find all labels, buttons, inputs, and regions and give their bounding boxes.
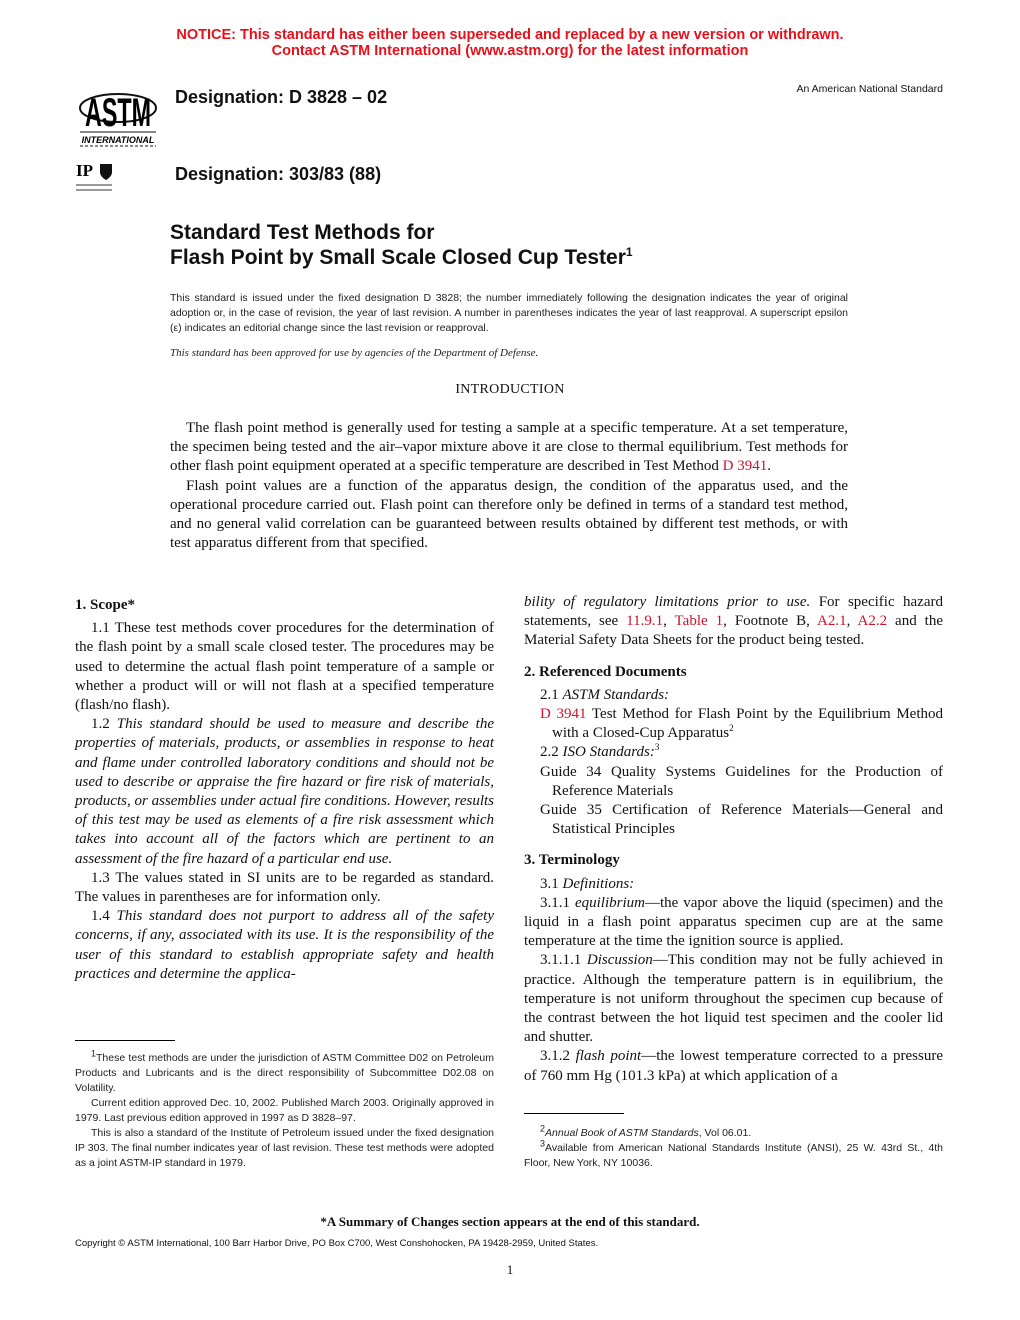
text-run: Guide 35 Certification of Reference Materials—General and Statistical Principles [540,802,943,838]
body-paragraph [75,907,494,984]
svg-text:INTERNATIONAL: INTERNATIONAL [81,135,155,145]
body-paragraph [524,801,943,839]
body-paragraph [524,1047,943,1085]
text-run: 3.1 [540,875,563,892]
intro-paragraph [170,419,848,477]
summary-note: *A Summary of Changes section appears at the end of this standard. [320,1214,700,1229]
body-paragraph [524,686,943,705]
text-run: flash point [575,1048,642,1065]
reference-link[interactable]: Table 1 [674,613,724,630]
footnote [75,1048,494,1096]
footnote-ref[interactable]: 3 [540,1138,546,1149]
svg-text:IP: IP [76,161,93,180]
preamble: This standard is issued under the fixed designation D 3828; the number immediately following the designation indicates the year of original adoption or, in the case of revision, the year of last revision. A number in parentheses indicates the year of last reapproval. A superscript epsilon (ε) indicates an editorial change since the last revision or reapproval. [170,292,848,334]
body-paragraph [75,619,494,715]
footnotes-left [75,1048,494,1171]
left-column [75,592,494,984]
text-run: —This condition may not be fully achieved in practice. Although the temperature pattern is in equilibrium, the temperature is not uniform throughout the specimen cup because of the contrast between the hot liquid test specimen and the cooler lid and shutter. [524,952,943,1046]
page-number: 1 [506,1262,514,1277]
text-run: Definitions: [562,875,635,892]
title-footnote-ref[interactable]: 1 [625,245,633,259]
text-run: 2.2 [540,744,563,761]
footnote-ref[interactable]: 1 [91,1048,97,1059]
footnote-ref[interactable]: 2 [540,1123,546,1134]
text-run: 3.1.2 [540,1048,576,1065]
footnote [524,1138,943,1171]
dod-note: This standard has been approved for use by agencies of the Department of Defense. [170,347,539,359]
document-title [170,220,633,270]
body-paragraph [524,593,943,651]
text-run: 1.3 The values stated in SI units are to be regarded as standard. The values in parentheses are for information only. [75,869,494,906]
text-run: and the Material Safety Data Sheets for the product being tested. [524,613,943,649]
body-paragraph [524,894,943,952]
text-run: Test Method for Flash Point by the Equilibrium Method with a Closed-Cup Apparatus [552,706,943,742]
body-paragraph [524,743,943,762]
text-run: 1.1 These test methods cover procedures for the determination of the flash point by a small scale closed tester. The procedures may be used to determine the actual flash point temperature of a sample or whether a product will or will not flash at a specified temperature (flash/no flash). [75,620,494,714]
text-run: , [663,613,675,630]
designation-astm: Designation: D 3828 – 02 [175,87,388,107]
body-paragraph [524,705,943,743]
text-run: The flash point method is generally used for testing a sample at a specific temperature. At a set temperature, the specimen being tested and the air–vapor mixture above it are close to thermal equilibrium. Test methods for other flash point equipment operated at a specific temperature are described in Test Method [170,420,848,475]
footnote [75,1126,494,1171]
intro-paragraph [170,477,848,554]
designation-ip: Designation: 303/83 (88) [175,164,382,184]
text-run: These test methods are under the jurisdiction of ASTM Committee D02 on Petroleum Products and Lubricants and is the direct responsibility of Subcommittee D02.08 on Volatility. [75,1052,494,1094]
ans-label: An American National Standard [796,83,943,95]
text-run: . [767,458,771,475]
body-paragraph [524,763,943,801]
reference-link[interactable]: A2.1 [817,613,847,630]
supersede-notice [0,27,1020,59]
copyright: Copyright © ASTM International, 100 Barr Harbor Drive, PO Box C700, West Conshohocken, PA 19428-2959, United States. [75,1238,599,1249]
section-heading: 2. Referenced Documents [524,663,687,680]
text-run: This is also a standard of the Institute of Petroleum issued under the fixed designation IP 303. The final number indicates year of last revision. These test methods were adopted as a joint ASTM-IP standard in 1979. [75,1127,494,1169]
svg-text:ASTM: ASTM [85,91,151,135]
text-run: 3.1.1 [540,894,575,911]
text-run: —the lowest temperature corrected to a pressure of 760 mm Hg (101.3 kPa) at which application of a [524,1048,943,1084]
ip-logo [76,160,116,194]
notice-line-1: NOTICE: This standard has either been superseded and replaced by a new version or withdrawn. [176,27,844,43]
text-run: , Vol 06.01. [698,1127,752,1139]
footnote-rule-left [75,1040,175,1041]
text-run: —the vapor above the liquid (specimen) and the liquid in a flash point apparatus specimen cup are at the same temperature at the time the ignition source is applied. [524,894,943,950]
right-column [524,593,943,1086]
text-run: Flash point values are a function of the apparatus design, the condition of the apparatus used, and the operational procedure carried out. Flash point can therefore only be defined in terms of a standard test method, and no general valid correlation can be guaranteed between results obtained by different test methods, or with test apparatus different from that specified. [170,477,848,552]
text-run: 3.1.1.1 [540,952,587,969]
text-run: Current edition approved Dec. 10, 2002. Published March 2003. Originally approved in 1979. Last previous edition approved in 1997 as D 3828–97. [75,1097,494,1124]
text-run: This standard should be used to measure and describe the properties of materials, products, or assemblies in response to heat and flame under controlled laboratory conditions and should not be used to describe or appraise the fire hazard or fire risk of materials, products, or assemblies under actual fire conditions. However, results of this test may be used as elements of a fire risk assessment which takes into account all of the factors which are pertinent to an assessment of the fire hazard of a particular end use. [75,716,494,867]
text-run: For specific hazard statements, see [524,594,943,630]
text-run: ASTM Standards: [562,686,670,703]
footnote-ref[interactable]: 3 [654,742,660,753]
notice-line-2: Contact ASTM International (www.astm.org) for the latest information [271,43,749,59]
body-paragraph [75,715,494,869]
text-run: 1.4 [91,908,117,925]
footnote [75,1096,494,1126]
footnote-ref[interactable]: 2 [729,723,734,734]
text-run: Annual Book of ASTM Standards [545,1127,699,1139]
text-run: Discussion [586,952,653,969]
introduction-heading: INTRODUCTION [455,382,565,397]
reference-link[interactable]: A2.2 [857,613,888,630]
footnotes-right [524,1123,943,1171]
text-run: Available from American National Standards Institute (ANSI), 25 W. 43rd St., 4th Floor, New York, NY 10036. [524,1142,943,1169]
body-paragraph [524,875,943,894]
text-run: , Footnote B, [723,613,817,630]
astm-logo [76,78,160,148]
text-run: ISO Standards: [562,744,655,761]
text-run: 2.1 [540,686,563,703]
title-line-1: Standard Test Methods for [170,221,435,244]
text-run: 1.2 [91,716,117,733]
body-paragraph [524,951,943,1047]
text-run: Guide 34 Quality Systems Guidelines for the Production of Reference Materials [540,763,943,799]
text-run: This standard does not purport to address all of the safety concerns, if any, associated with its use. It is the responsibility of the user of this standard to establish appropriate safety and health practices and determine the applica- [75,908,495,982]
text-run: bility of regulatory limitations prior to use. [524,594,811,610]
reference-link[interactable]: D 3941 [540,706,587,723]
footnote-rule-right [524,1113,624,1114]
text-run: equilibrium [574,894,645,911]
reference-link[interactable]: 11.9.1 [626,613,664,630]
reference-link[interactable]: D 3941 [722,458,768,475]
section-heading: 1. Scope* [75,597,135,613]
section-heading: 3. Terminology [524,852,620,869]
text-run: , [846,613,858,630]
body-paragraph [75,869,494,907]
title-line-2: Flash Point by Small Scale Closed Cup Tester [170,246,626,269]
footnote [524,1123,943,1141]
introduction-body [170,419,848,553]
